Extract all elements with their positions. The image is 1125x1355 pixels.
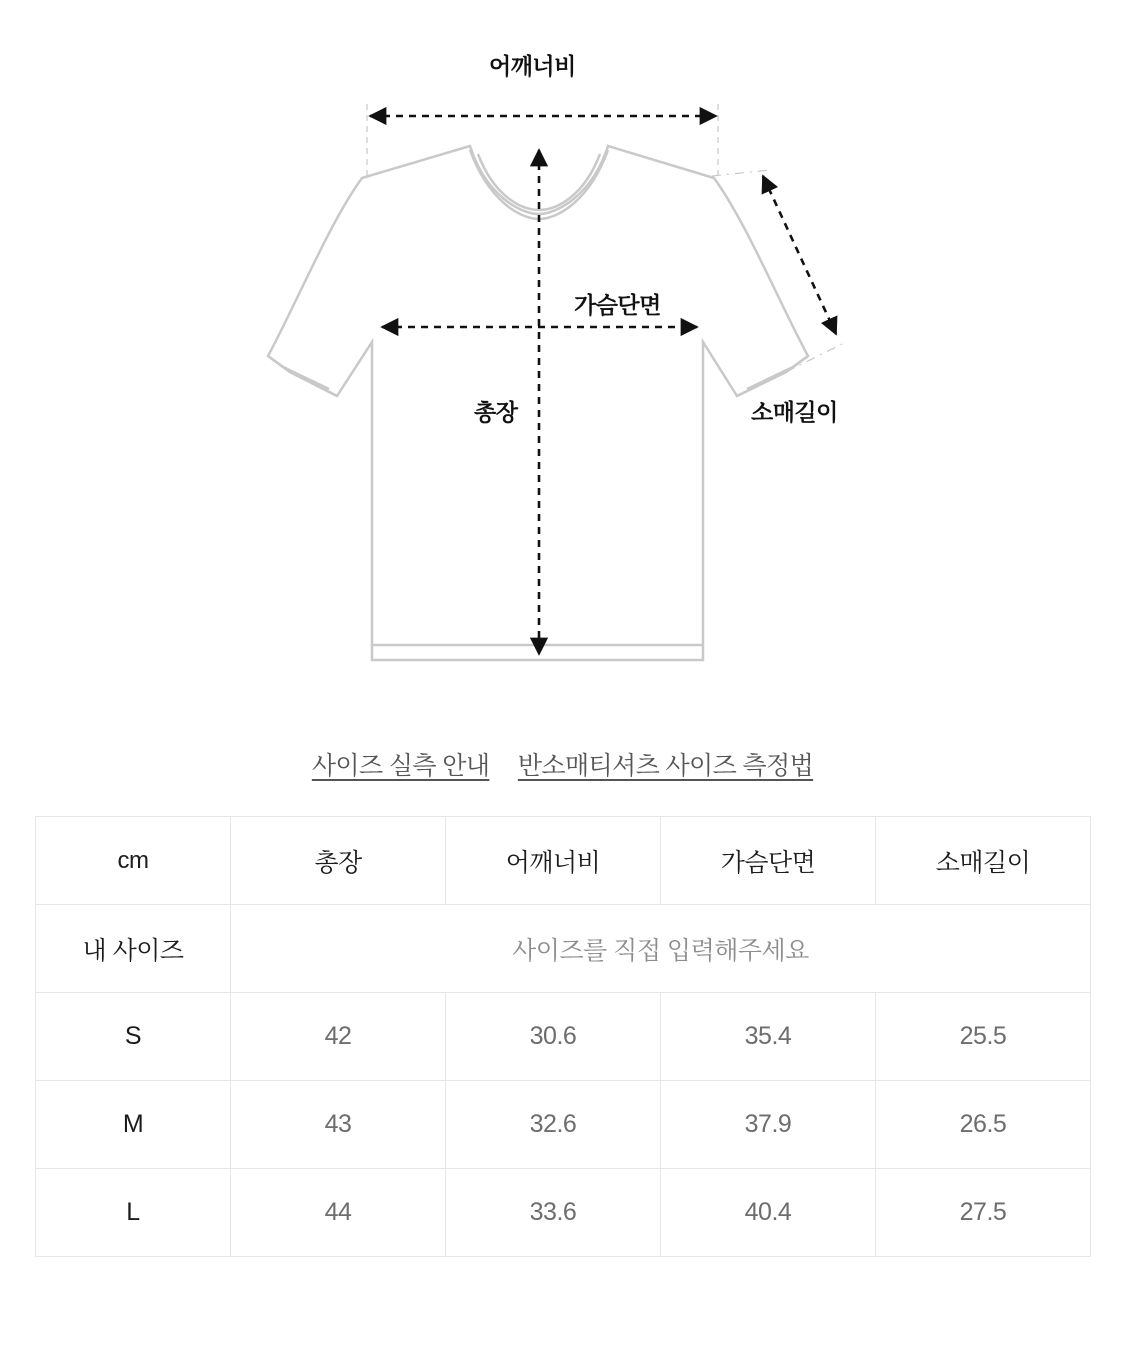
table-row-my-size[interactable] xyxy=(36,905,1091,993)
row-label-size: M xyxy=(36,1081,231,1169)
cell-shoulder: 33.6 xyxy=(446,1169,661,1257)
table-row xyxy=(36,1169,1091,1257)
label-total-length: 총장 xyxy=(474,399,518,425)
column-header-shoulder: 어깨너비 xyxy=(446,817,661,905)
my-size-input[interactable]: 사이즈를 직접 입력해주세요 xyxy=(231,905,1091,993)
cell-sleeve: 25.5 xyxy=(876,993,1091,1081)
cell-chest: 40.4 xyxy=(661,1169,876,1257)
sleeve-guide-lines xyxy=(712,170,842,372)
cell-chest: 37.9 xyxy=(661,1081,876,1169)
cell-sleeve: 27.5 xyxy=(876,1169,1091,1257)
cell-total-length: 43 xyxy=(231,1081,446,1169)
guide-links xyxy=(0,740,1125,816)
size-table xyxy=(35,816,1091,1257)
row-label-size: S xyxy=(36,993,231,1081)
cell-shoulder: 30.6 xyxy=(446,993,661,1081)
column-header-sleeve: 소매길이 xyxy=(876,817,1091,905)
cell-shoulder: 32.6 xyxy=(446,1081,661,1169)
row-label-my-size: 내 사이즈 xyxy=(36,905,231,993)
label-shoulder-width: 어깨너비 xyxy=(489,53,576,79)
link-size-measurement-guide[interactable]: 사이즈 실측 안내 xyxy=(311,752,490,780)
column-header-unit: cm xyxy=(36,817,231,905)
label-sleeve-length: 소매길이 xyxy=(751,399,838,425)
sleeve-measure-arrow xyxy=(763,176,836,334)
link-tshirt-measuring-method[interactable]: 반소매티셔츠 사이즈 측정법 xyxy=(517,752,814,780)
cell-total-length: 42 xyxy=(231,993,446,1081)
column-header-total-length: 총장 xyxy=(231,817,446,905)
label-chest-width: 가슴단면 xyxy=(574,292,661,318)
cell-sleeve: 26.5 xyxy=(876,1081,1091,1169)
cell-total-length: 44 xyxy=(231,1169,446,1257)
cell-chest: 35.4 xyxy=(661,993,876,1081)
column-header-chest: 가슴단면 xyxy=(661,817,876,905)
table-row xyxy=(36,1081,1091,1169)
table-row xyxy=(36,993,1091,1081)
row-label-size: L xyxy=(36,1169,231,1257)
table-header-row xyxy=(36,817,1091,905)
